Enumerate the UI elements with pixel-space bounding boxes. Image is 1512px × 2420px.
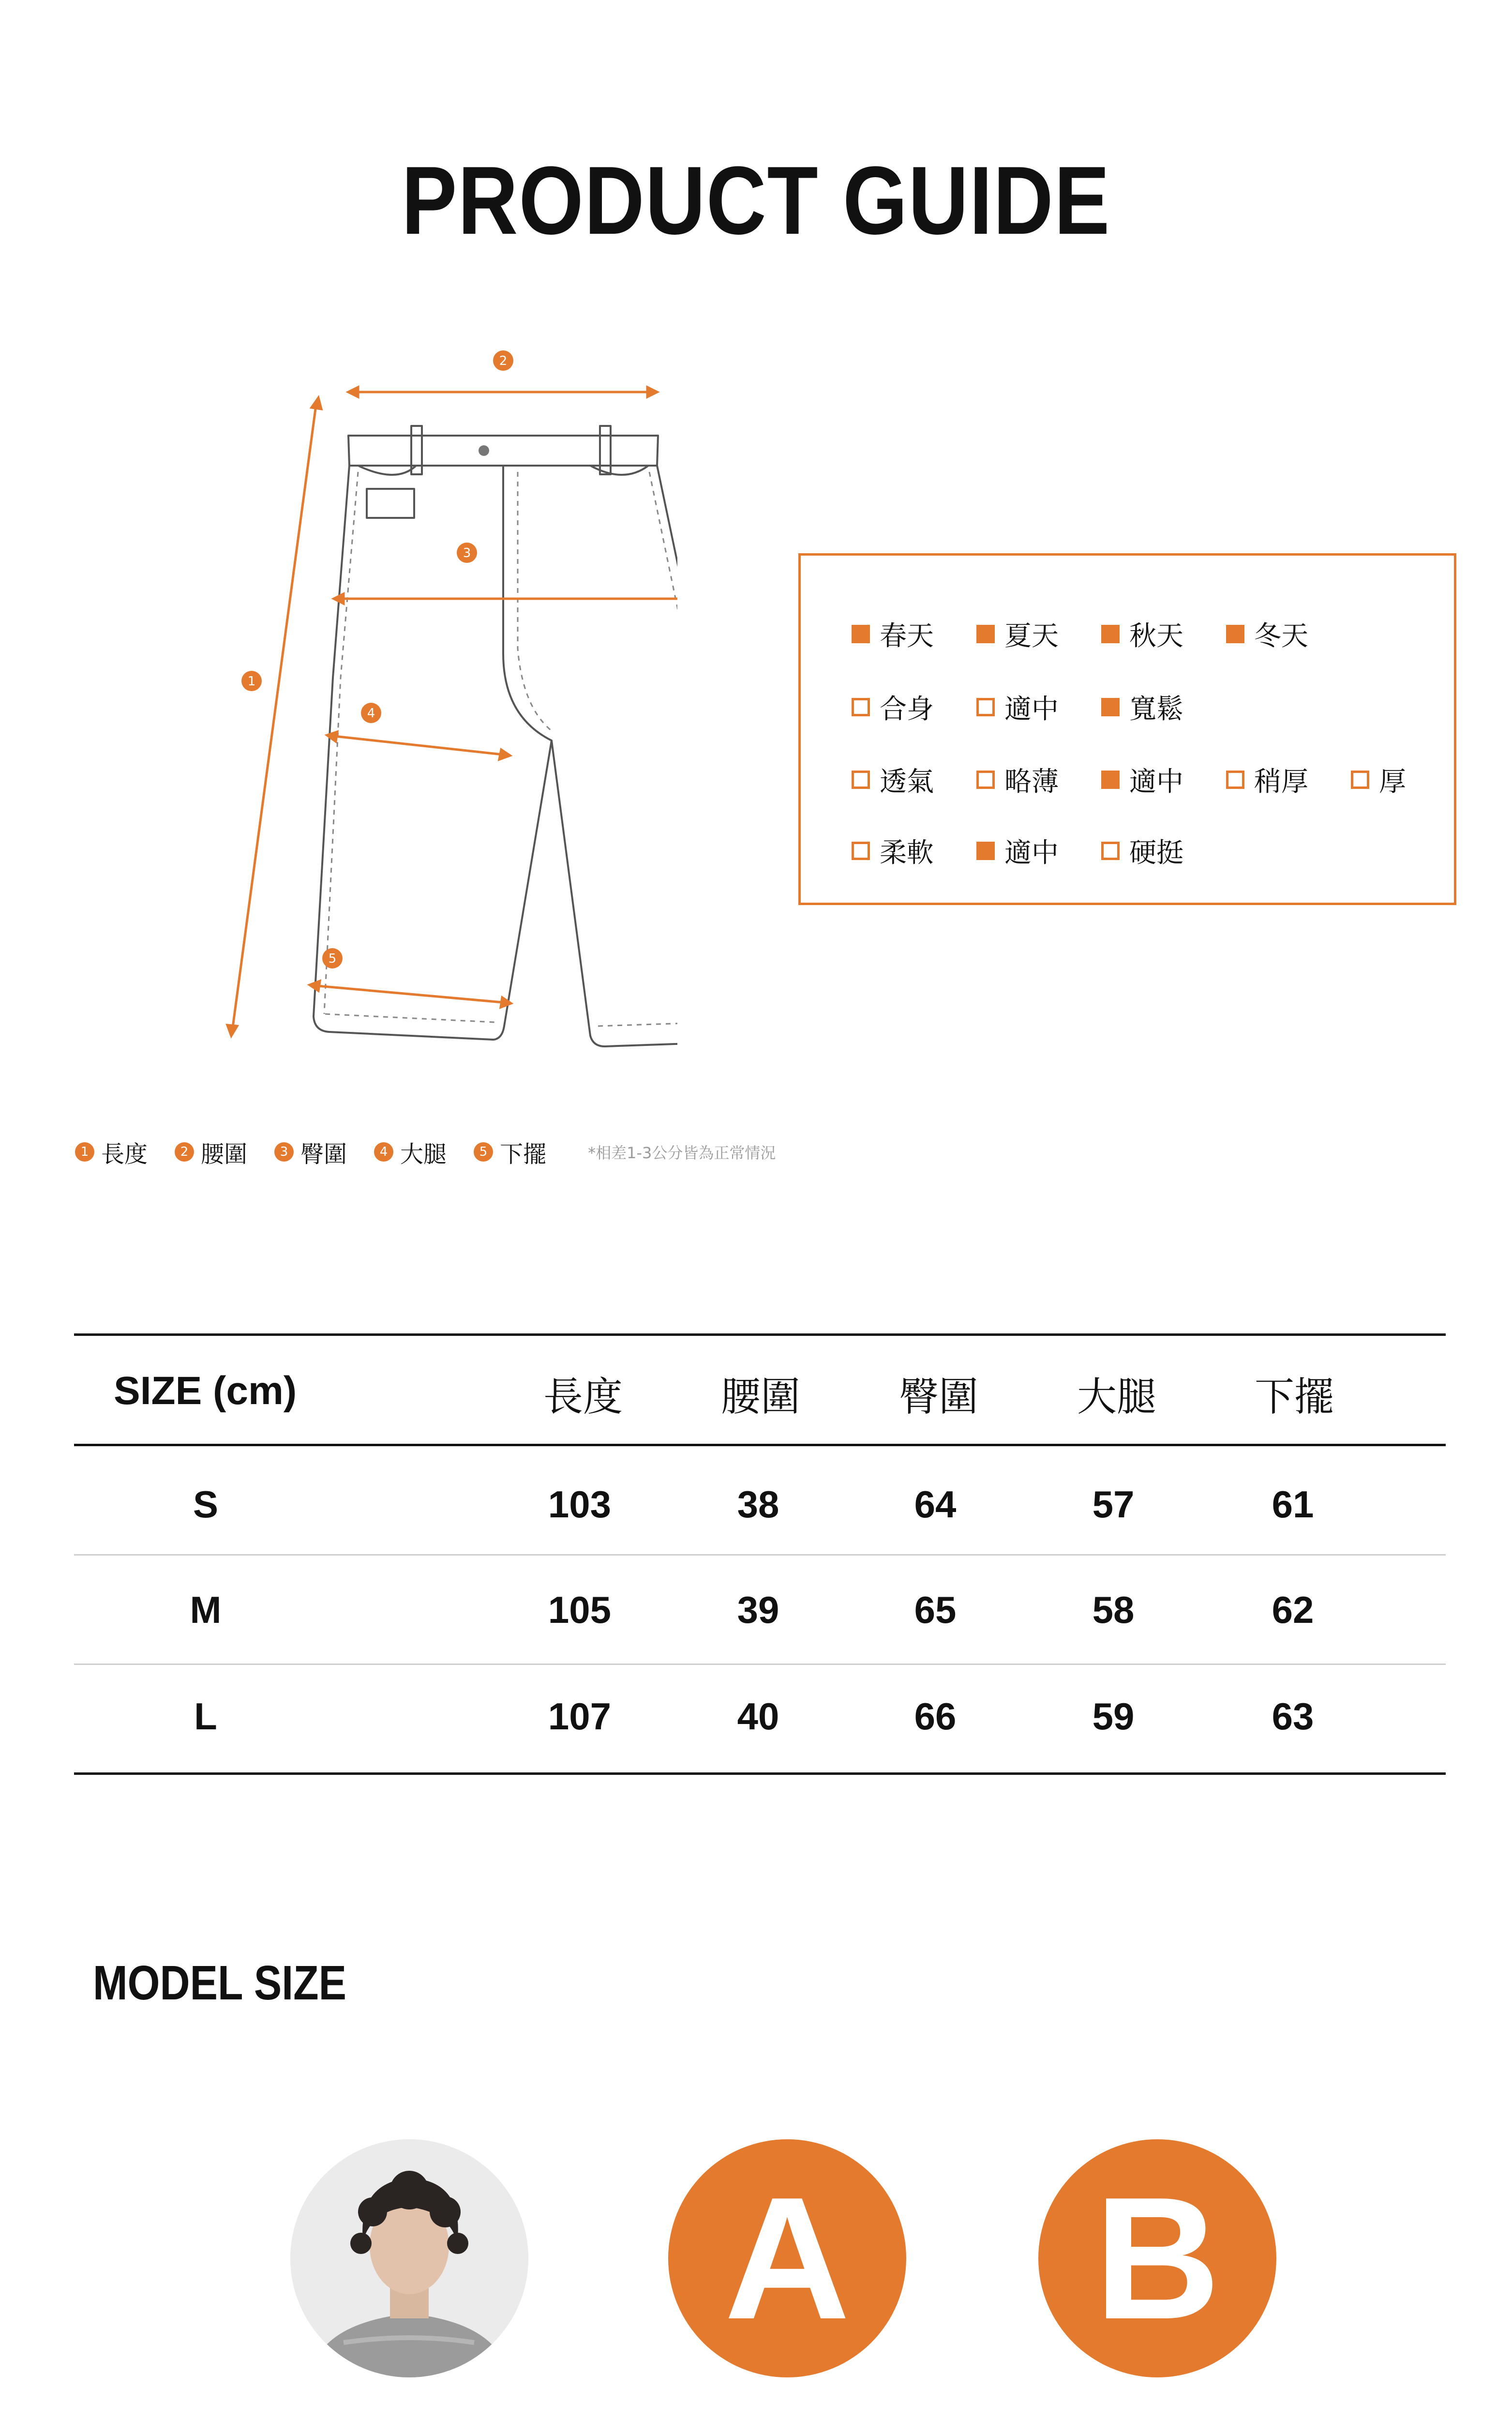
- checked-box-icon: [1101, 771, 1120, 789]
- legend-number: 1: [75, 1142, 94, 1162]
- table-cell: 63: [1272, 1695, 1314, 1738]
- marker-2: [493, 350, 513, 371]
- table-cell: 61: [1272, 1483, 1314, 1526]
- table-cell: 107: [548, 1695, 612, 1738]
- svg-text:1: 1: [247, 674, 256, 689]
- checked-box-icon: [1226, 625, 1244, 643]
- attribute-option: 柔軟: [852, 832, 976, 870]
- checked-box-icon: [852, 625, 870, 643]
- attribute-option: 合身: [852, 688, 976, 726]
- legend-number: 4: [374, 1142, 393, 1162]
- model-b-badge: B: [1038, 2139, 1276, 2377]
- table-cell: 39: [737, 1588, 779, 1631]
- attribute-option: 夏天: [976, 615, 1101, 653]
- unchecked-box-icon: [976, 771, 995, 789]
- marker-4: [361, 703, 381, 723]
- table-cell: 40: [737, 1695, 779, 1738]
- unchecked-box-icon: [852, 842, 870, 860]
- attribute-option: 秋天: [1101, 615, 1226, 653]
- table-cell: 38: [737, 1483, 779, 1526]
- attribute-option: 適中: [976, 832, 1101, 870]
- legend-number: 3: [274, 1142, 294, 1162]
- person-photo-icon: [290, 2139, 528, 2377]
- size-header-label: SIZE (cm): [114, 1369, 297, 1413]
- size-label: M: [190, 1588, 222, 1631]
- tolerance-note: *相差1-3公分皆為正常情況: [588, 1144, 776, 1162]
- attribute-row-fit: [852, 688, 1226, 726]
- table-cell: 62: [1272, 1588, 1314, 1631]
- attribute-row-season: [852, 615, 1351, 653]
- table-cell: 66: [914, 1695, 957, 1738]
- table-cell: 59: [1092, 1695, 1135, 1738]
- checked-box-icon: [1101, 625, 1120, 643]
- attribute-option: 寬鬆: [1101, 688, 1226, 726]
- unchecked-box-icon: [852, 698, 870, 716]
- marker-5: [322, 948, 343, 968]
- attribute-row-texture: [852, 832, 1226, 870]
- pants-diagram: [213, 339, 677, 1065]
- attribute-option: 厚: [1351, 760, 1476, 799]
- table-cell: 57: [1092, 1483, 1135, 1526]
- legend-item: 1 長度: [75, 1135, 148, 1169]
- attribute-option: 適中: [976, 688, 1101, 726]
- attribute-option: 透氣: [852, 760, 976, 799]
- checked-box-icon: [976, 625, 995, 643]
- measurement-legend: [75, 1133, 776, 1171]
- attribute-option: 春天: [852, 615, 976, 653]
- unchecked-box-icon: [1351, 771, 1369, 789]
- unchecked-box-icon: [976, 698, 995, 716]
- attribute-option: 稍厚: [1226, 760, 1351, 799]
- marker-1: [241, 671, 262, 691]
- page-title: PRODUCT GUIDE: [401, 147, 1111, 255]
- legend-item: 3 臀圍: [274, 1135, 347, 1169]
- model-size-title: MODEL SIZE: [93, 1956, 347, 2010]
- svg-text:5: 5: [328, 952, 337, 966]
- table-cell: 64: [914, 1483, 957, 1526]
- table-cell: 105: [548, 1588, 612, 1631]
- table-cell: 103: [548, 1483, 612, 1526]
- legend-item: 2 腰圍: [175, 1135, 247, 1169]
- column-header: 臀圍: [898, 1374, 978, 1420]
- model-avatar: [290, 2139, 528, 2377]
- legend-item: 4 大腿: [374, 1135, 447, 1169]
- model-a-badge: A: [668, 2139, 906, 2377]
- svg-text:3: 3: [463, 546, 471, 560]
- attribute-option: 冬天: [1226, 615, 1351, 653]
- unchecked-box-icon: [1101, 842, 1120, 860]
- table-cell: 58: [1092, 1588, 1135, 1631]
- column-header: 腰圍: [720, 1374, 800, 1420]
- table-cell: 65: [914, 1588, 957, 1631]
- unchecked-box-icon: [852, 771, 870, 789]
- attribute-option: 硬挺: [1101, 832, 1226, 870]
- attribute-box: [798, 553, 1456, 905]
- checked-box-icon: [1101, 698, 1120, 716]
- marker-3: [457, 543, 477, 563]
- attribute-option: 略薄: [976, 760, 1101, 799]
- svg-text:4: 4: [367, 706, 375, 721]
- svg-text:2: 2: [499, 354, 508, 368]
- legend-item: 5 下擺: [474, 1135, 546, 1169]
- column-header: 長度: [543, 1374, 623, 1420]
- attribute-option: 適中: [1101, 760, 1226, 799]
- legend-number: 2: [175, 1142, 194, 1162]
- size-label: S: [193, 1483, 219, 1526]
- size-label: L: [194, 1695, 217, 1738]
- checked-box-icon: [976, 842, 995, 860]
- unchecked-box-icon: [1226, 771, 1244, 789]
- attribute-row-thickness: [852, 760, 1476, 799]
- column-header: 下擺: [1254, 1374, 1334, 1420]
- column-header: 大腿: [1077, 1374, 1156, 1420]
- legend-number: 5: [474, 1142, 493, 1162]
